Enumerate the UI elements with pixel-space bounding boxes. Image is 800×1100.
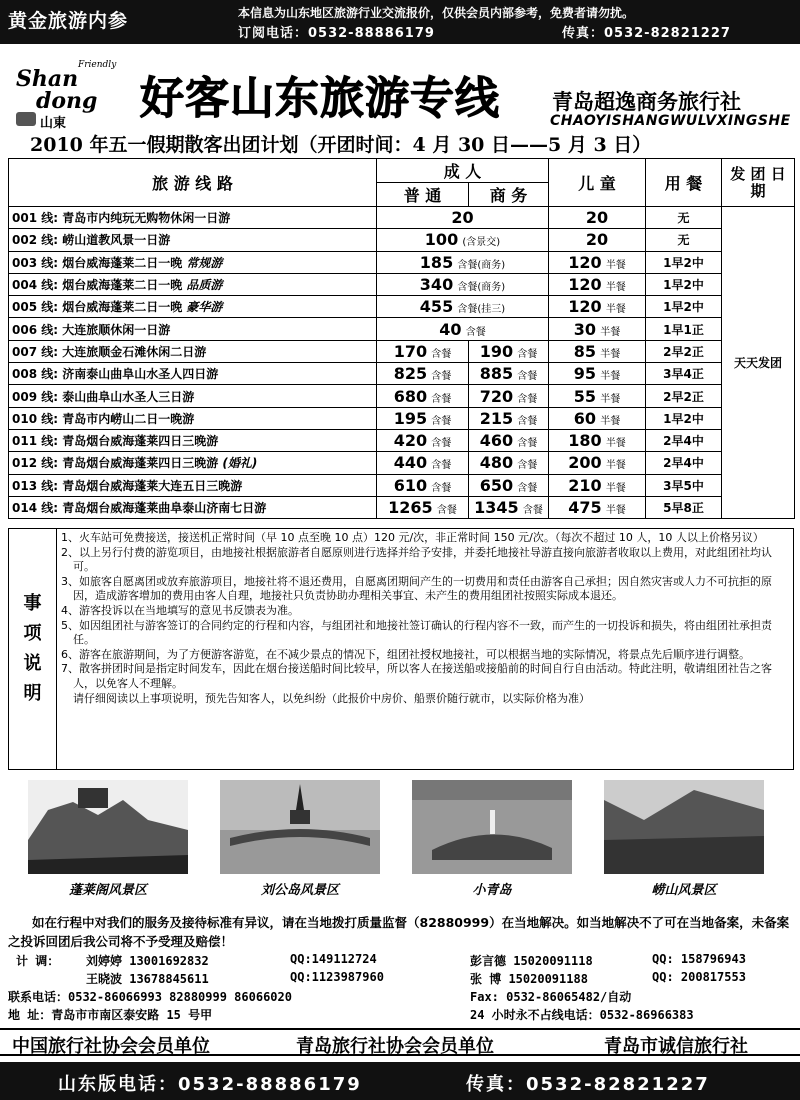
normal-price-cell	[377, 385, 469, 407]
route-no: 011 线:	[12, 434, 59, 449]
normal-price-cell	[377, 363, 469, 385]
child-price-note: 半餐	[600, 371, 621, 383]
normal-price: 680	[393, 386, 428, 406]
adult-price-cell	[377, 251, 549, 273]
notes-side-char: 事	[23, 593, 42, 614]
child-price-note: 半餐	[600, 348, 621, 360]
route-name: 青岛烟台威海蓬莱曲阜泰山济南七日游	[62, 501, 267, 515]
child-price-cell	[549, 385, 646, 407]
child-price: 30	[573, 319, 597, 339]
child-price-cell	[549, 296, 646, 318]
header-route: 旅 游 线 路	[9, 159, 377, 207]
normal-price: 440	[393, 453, 428, 473]
route-no: 007 线:	[12, 344, 59, 359]
business-price: 215	[479, 408, 514, 428]
business-price-cell	[469, 452, 549, 474]
meal-cell: 2早4中	[646, 429, 722, 451]
table-row	[9, 474, 795, 496]
adult-price: 340	[419, 275, 454, 295]
business-price-cell	[469, 496, 549, 518]
adult-price-note: 含餐(商务)	[457, 259, 506, 271]
contact-3-qq: QQ: 158796943	[652, 952, 746, 966]
adult-price: 455	[419, 297, 454, 317]
route-name: 青岛市内纯玩无购物休闲一日游	[62, 211, 231, 226]
child-price: 120	[568, 275, 602, 295]
normal-price-note: 含餐	[431, 438, 452, 450]
route-no: 008 线:	[12, 367, 59, 382]
child-price-cell	[549, 318, 646, 340]
table-row	[9, 251, 795, 273]
child-price: 85	[573, 341, 597, 361]
agency-name: 青岛超逸商务旅行社	[552, 89, 741, 114]
route-cell	[9, 296, 377, 318]
contact-2-qq: QQ:1123987960	[290, 970, 384, 984]
business-price-note: 含餐	[517, 460, 538, 472]
header-fax: 传真：0532-82821227	[562, 26, 731, 41]
route-cell	[9, 474, 377, 496]
footer-fax: 传真：0532-82821227	[466, 1074, 710, 1095]
shandong-logo	[14, 56, 124, 131]
child-price-cell	[549, 452, 646, 474]
brand-title: 黄金旅游内参	[8, 10, 129, 32]
contact-address: 地 址：青岛市市南区泰安路 15 号甲	[8, 1008, 213, 1022]
table-row	[9, 452, 795, 474]
child-price-note: 半餐	[605, 438, 626, 450]
logo-mark-icon	[16, 112, 36, 126]
contact-phone: 联系电话：0532-86066993 82880999 86066020	[8, 990, 292, 1004]
route-tag: (婚礼)	[222, 456, 258, 471]
meal-cell: 3早5中	[646, 474, 722, 496]
meal-cell: 1早2中	[646, 251, 722, 273]
meal-cell: 1早2中	[646, 296, 722, 318]
caption-penglai: 蓬莱阁风景区	[68, 883, 147, 898]
adult-price-note: 含餐(商务)	[457, 282, 506, 294]
notes-side-char: 明	[23, 683, 42, 704]
business-price-note: 含餐	[517, 482, 538, 494]
child-price-cell	[549, 429, 646, 451]
contact-hotline: 24 小时永不占线电话：0532-86966383	[470, 1008, 694, 1022]
route-cell	[9, 318, 377, 340]
business-price-note: 含餐	[522, 505, 543, 516]
route-cell	[9, 251, 377, 273]
contact-3: 彭言德 15020091118	[470, 954, 593, 968]
normal-price: 610	[393, 475, 428, 495]
business-price-cell	[469, 429, 549, 451]
adult-price-cell	[377, 207, 549, 229]
table-row	[9, 363, 795, 385]
child-price: 210	[568, 475, 602, 495]
adult-price: 40	[439, 319, 462, 339]
child-price-cell	[549, 251, 646, 273]
adult-price: 100	[424, 230, 459, 250]
child-price-note: 半餐	[605, 259, 626, 271]
footer-tel: 山东版电话：0532-88886179	[58, 1074, 362, 1095]
route-name: 烟台威海蓬莱二日一晚	[62, 278, 183, 293]
normal-price-note: 含餐	[431, 393, 452, 405]
route-name: 青岛烟台威海蓬莱四日三晚游	[62, 434, 219, 449]
route-tag: 常规游	[186, 255, 223, 270]
contact-4: 张 博 15020091188	[470, 972, 588, 986]
meal-cell: 2早4中	[646, 452, 722, 474]
route-name: 青岛市内崂山二日一晚游	[62, 411, 195, 426]
business-price-note: 含餐	[517, 438, 538, 450]
caption-laoshan: 崂山风景区	[651, 883, 717, 898]
header-meal: 用 餐	[646, 159, 722, 207]
header-normal: 普 通	[377, 183, 469, 207]
normal-price-cell	[377, 407, 469, 429]
child-price-note: 半餐	[600, 415, 621, 427]
route-cell	[9, 496, 377, 518]
notes-section	[8, 528, 794, 770]
note-item: 1、火车站可免费接送，接送机正常时间（早 10 点至晚 10 点）120 元/次，非正常时间 150 元/次。（每次不超过 10 人，10 人以上价格另议）	[61, 531, 764, 544]
child-price: 20	[585, 208, 609, 228]
route-name: 烟台威海蓬莱二日一晚	[62, 300, 183, 315]
table-row	[9, 407, 795, 429]
child-price: 180	[568, 431, 602, 451]
notes-side-char: 说	[23, 653, 42, 674]
normal-price-note: 含餐	[431, 348, 452, 360]
note-item: 7、散客拼团时间是指定时间发车，因此在烟台接送船时间比较早，所以客人在接送船或接船前的时间自行自由活动。特此注明，敬请组团社告之客人，以免客人不理解。	[61, 662, 772, 690]
route-no: 006 线:	[12, 322, 59, 337]
header-child: 儿 童	[549, 159, 646, 207]
normal-price: 1265	[388, 498, 433, 517]
business-price-cell	[469, 340, 549, 362]
route-no: 001 线:	[12, 211, 59, 226]
normal-price-note: 含餐	[431, 371, 452, 383]
normal-price-cell	[377, 474, 469, 496]
business-price-note: 含餐	[517, 415, 538, 427]
child-price: 95	[573, 364, 597, 384]
route-cell	[9, 385, 377, 407]
route-no: 012 线:	[12, 456, 59, 471]
notes-body	[61, 531, 789, 706]
normal-price-note: 含餐	[431, 460, 452, 472]
meal-cell: 3早4正	[646, 363, 722, 385]
business-price: 720	[479, 386, 514, 406]
meal-cell: 无	[646, 229, 722, 251]
contact-4-qq: QQ: 200817553	[652, 970, 746, 984]
logo-cn: 山東	[40, 116, 67, 131]
header-adult: 成 人	[377, 159, 549, 183]
meal-cell: 1早2中	[646, 273, 722, 295]
child-price: 120	[568, 252, 602, 272]
route-name: 泰山曲阜山水圣人三日游	[62, 389, 195, 404]
photo-strip	[0, 780, 800, 900]
contact-1: 刘婷婷 13001692832	[86, 954, 209, 968]
business-price: 480	[479, 453, 514, 473]
table-row	[9, 318, 795, 340]
normal-price-note: 含餐	[431, 482, 452, 494]
business-price: 1345	[474, 498, 519, 517]
contact-fax: Fax: 0532-86065482/自动	[470, 990, 632, 1004]
child-price-cell	[549, 407, 646, 429]
route-name: 崂山道教风景一日游	[62, 233, 171, 248]
child-price: 55	[573, 386, 597, 406]
child-price-cell	[549, 229, 646, 251]
route-name: 青岛烟台威海蓬莱大连五日三晚游	[62, 478, 243, 493]
meal-cell: 2早2正	[646, 385, 722, 407]
note-item: 4、游客投诉以在当地填写的意见书反馈表为准。	[61, 603, 299, 617]
business-price: 885	[479, 364, 514, 384]
business-price-cell	[469, 407, 549, 429]
route-no: 004 线:	[12, 278, 59, 293]
child-price: 120	[568, 297, 602, 317]
child-price-note: 半餐	[605, 482, 626, 494]
route-cell	[9, 407, 377, 429]
child-price-note: 半餐	[600, 326, 621, 338]
route-cell	[9, 229, 377, 251]
table-row	[9, 496, 795, 518]
route-name: 烟台威海蓬莱二日一晚	[62, 255, 183, 270]
caption-liugong: 刘公岛风景区	[260, 883, 339, 898]
normal-price: 195	[393, 408, 428, 428]
adult-price-note: 含餐(挂三)	[457, 304, 506, 316]
table-row	[9, 229, 795, 251]
contact-1-qq: QQ:149112724	[290, 952, 377, 966]
business-price-cell	[469, 363, 549, 385]
normal-price-cell	[377, 452, 469, 474]
child-price-cell	[549, 273, 646, 295]
note-item: 3、如旅客自愿离团或放弃旅游项目，地接社将不退还费用，自愿离团期间产生的一切费用和责任由游客自己承担；因自然灾害或人力不可抗拒的原因，造成游客增加的费用由客人自理，地接社只负责协助办理相关事宜、未产生的费用组团社按照实际成本退还。	[61, 574, 772, 603]
table-row	[9, 296, 795, 318]
child-price-cell	[549, 496, 646, 518]
page-title: 好客山东旅游专线	[140, 73, 500, 124]
logo-shan: Shan	[16, 66, 79, 92]
header-business: 商 务	[469, 183, 549, 207]
business-price-cell	[469, 385, 549, 407]
photo-liugong	[220, 780, 380, 874]
photo-laoshan	[604, 780, 764, 874]
child-price-cell	[549, 474, 646, 496]
adult-price: 20	[451, 208, 474, 228]
route-name: 济南泰山曲阜山水圣人四日游	[62, 367, 219, 382]
table-row	[9, 207, 795, 229]
route-no: 009 线:	[12, 389, 59, 404]
note-item: 6、游客在旅游期间，为了方便游客游览，在不减少景点的情况下，组团社授权地接社，可以根据当地的实际情况，将景点先后顺序进行调整。	[61, 647, 750, 661]
complaint-notice: 如在行程中对我们的服务及接待标准有异议，请在当地拨打质量监督（82880999）在当地解决。如当地解决不了可在当地备案，未备案之投诉回团后我公司将不予受理及赔偿！	[8, 915, 790, 949]
logo-friendly: Friendly	[78, 60, 117, 70]
business-price: 190	[479, 341, 514, 361]
child-price-note: 半餐	[605, 282, 626, 294]
business-price-cell	[469, 474, 549, 496]
normal-price-note: 含餐	[436, 505, 457, 516]
route-cell	[9, 452, 377, 474]
normal-price-cell	[377, 340, 469, 362]
child-price: 20	[585, 230, 609, 250]
header-date: 发 团 日 期	[722, 159, 795, 207]
business-price: 460	[479, 431, 514, 451]
tour-table	[8, 158, 795, 519]
member-1: 中国旅行社协会会员单位	[12, 1036, 210, 1057]
header-notice: 本信息为山东地区旅游行业交流报价，仅供会员内部参考，免费者请勿扰。	[238, 6, 635, 20]
child-price: 475	[568, 498, 602, 517]
business-price-note: 含餐	[517, 393, 538, 405]
note-item: 5、如因组团社与游客签订的合同约定的行程和内容，与组团社和地接社签订确认的行程内容不一致，而产生的一切投诉和损失，将由组团社承担责任。	[61, 618, 772, 647]
normal-price-cell	[377, 496, 469, 518]
meal-cell: 5早8正	[646, 496, 722, 518]
header-bar	[0, 0, 800, 44]
plan-label: 计 调：	[16, 954, 60, 968]
note-item: 2、以上另行付费的游览项目，由地接社根据旅游者自愿原则进行选择并给予安排，并委托地接社导游直接向旅游者收取以上费用，对此组团社均认可。	[61, 545, 772, 574]
table-row	[9, 385, 795, 407]
daily-departure: 天天发团	[722, 207, 795, 519]
route-cell	[9, 429, 377, 451]
adult-price-cell	[377, 273, 549, 295]
route-no: 003 线:	[12, 255, 59, 270]
route-cell	[9, 207, 377, 229]
route-cell	[9, 273, 377, 295]
meal-cell: 1早2中	[646, 407, 722, 429]
note-item: 请仔细阅读以上事项说明，预先告知客人，以免纠纷（此报价中房价、船票价随行就市，以实际价格为准）	[73, 691, 590, 705]
route-name: 大连旅顺金石滩休闲二日游	[62, 344, 207, 359]
route-no: 002 线:	[12, 233, 59, 248]
photo-penglai	[28, 780, 188, 874]
business-price-note: 含餐	[517, 371, 538, 383]
adult-price-cell	[377, 229, 549, 251]
photo-xiaoqingdao	[412, 780, 572, 874]
child-price-note: 半餐	[605, 304, 626, 316]
notes-side-char: 项	[23, 623, 42, 644]
child-price-cell	[549, 207, 646, 229]
agency-pinyin: CHAOYISHANGWULVXINGSHE	[550, 113, 791, 129]
child-price-note: 半餐	[605, 460, 626, 472]
caption-xiaoqingdao: 小青岛	[472, 883, 512, 898]
business-price-note: 含餐	[517, 348, 538, 360]
adult-price-note: (含景交)	[462, 237, 501, 249]
table-row	[9, 273, 795, 295]
footer-bar	[0, 1062, 800, 1100]
route-cell	[9, 340, 377, 362]
member-3: 青岛市诚信旅行社	[604, 1036, 748, 1057]
adult-price-note: 含餐	[465, 326, 486, 338]
normal-price: 420	[393, 431, 428, 451]
route-name: 青岛烟台威海蓬莱四日三晚游	[62, 456, 219, 471]
logo-dong: dong	[36, 88, 98, 114]
normal-price-note: 含餐	[431, 415, 452, 427]
meal-cell: 2早2正	[646, 340, 722, 362]
child-price-cell	[549, 340, 646, 362]
child-price-cell	[549, 363, 646, 385]
route-no: 014 线:	[12, 501, 59, 515]
adult-price: 185	[419, 252, 454, 272]
normal-price: 170	[393, 341, 428, 361]
route-no: 010 线:	[12, 411, 59, 426]
notes-side-label	[9, 529, 57, 769]
route-name: 大连旅顺休闲一日游	[62, 322, 171, 337]
child-price: 60	[573, 408, 597, 428]
business-price: 650	[479, 475, 514, 495]
route-tag: 品质游	[186, 278, 223, 293]
route-no: 013 线:	[12, 478, 59, 493]
route-no: 005 线:	[12, 300, 59, 315]
table-row	[9, 340, 795, 362]
contact-2: 王晓波 13678845611	[86, 972, 209, 986]
route-cell	[9, 363, 377, 385]
meal-cell: 无	[646, 207, 722, 229]
member-2: 青岛旅行社协会会员单位	[296, 1036, 494, 1057]
header-tel: 订阅电话：0532-88886179	[238, 26, 435, 41]
table-row	[9, 429, 795, 451]
normal-price-cell	[377, 429, 469, 451]
child-price: 200	[568, 453, 602, 473]
membership-bar	[0, 1028, 800, 1056]
adult-price-cell	[377, 318, 549, 340]
subtitle: 2010 年五一假期散客出团计划（开团时间：4 月 30 日——5 月 3 日）	[30, 134, 652, 156]
child-price-note: 半餐	[600, 393, 621, 405]
normal-price: 825	[393, 364, 428, 384]
adult-price-cell	[377, 296, 549, 318]
child-price-note: 半餐	[605, 505, 626, 516]
route-tag: 豪华游	[186, 300, 223, 315]
meal-cell: 1早1正	[646, 318, 722, 340]
